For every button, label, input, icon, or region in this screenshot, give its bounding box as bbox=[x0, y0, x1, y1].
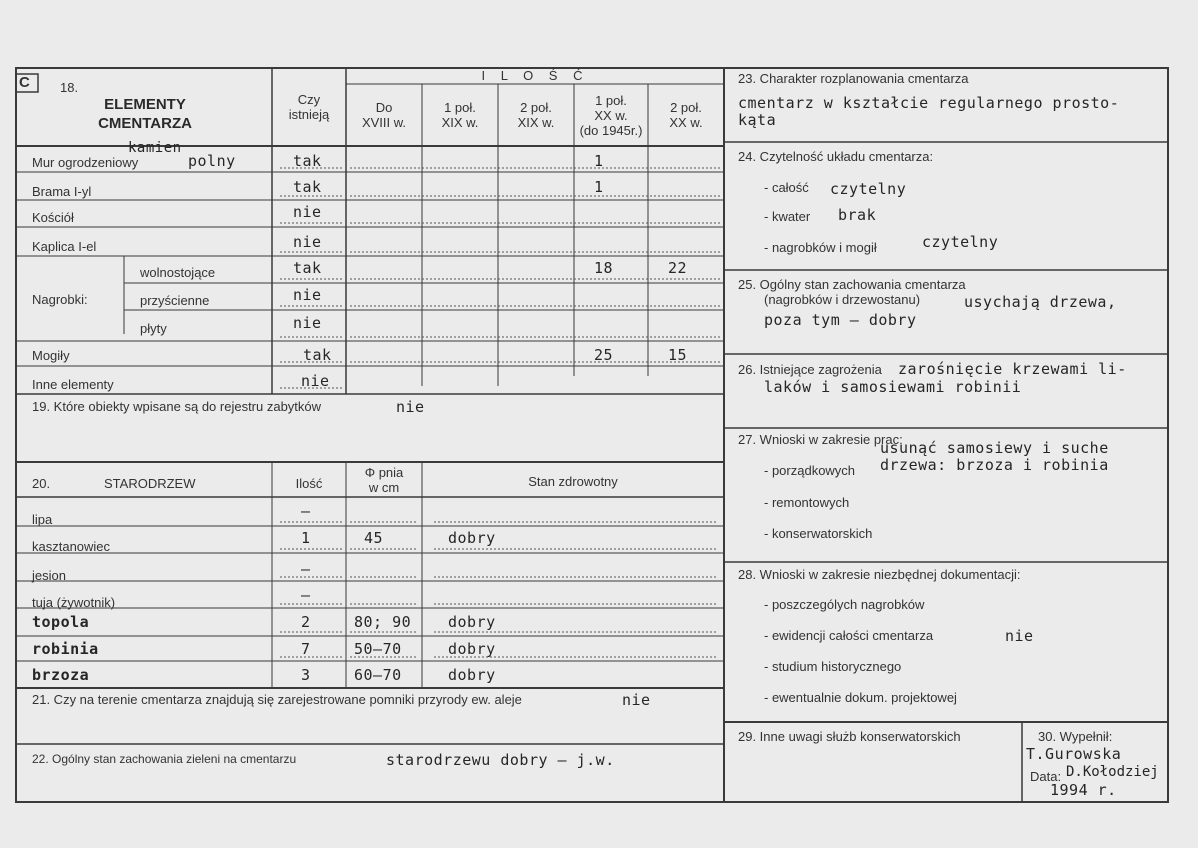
section-26-value-line2: laków i samosiewami robinii bbox=[764, 378, 1022, 396]
section-28-item3: - studium historycznego bbox=[764, 659, 902, 674]
section-30-year: 1994 r. bbox=[1050, 781, 1117, 799]
tree-name: kasztanowiec bbox=[32, 539, 111, 554]
row-plyty-exists: nie bbox=[293, 314, 322, 332]
header-col-19b-line1: 2 poł. bbox=[520, 100, 552, 115]
row-przyscienne-label: przyścienne bbox=[140, 293, 210, 308]
row-wolnostojace-label: wolnostojące bbox=[140, 265, 216, 280]
tree-name: jesion bbox=[32, 568, 66, 583]
section-28-label: 28. Wnioski w zakresie niezbędnej dokumentacji: bbox=[738, 567, 1021, 582]
section-18-title-line2: CMENTARZA bbox=[98, 115, 192, 132]
header-col-19b-line2: XIX w. bbox=[517, 115, 555, 130]
header-col-19a-line2: XIX w. bbox=[441, 115, 479, 130]
tree-name: topola bbox=[32, 613, 90, 631]
row-wolnostojace-20b: 22 bbox=[668, 259, 688, 277]
section-30-name1: T.Gurowska bbox=[1026, 745, 1122, 763]
row-nagrobki-label: Nagrobki: bbox=[32, 292, 88, 307]
tree-health: dobry bbox=[448, 529, 496, 547]
header-col-20b-line1: 2 poł. bbox=[670, 100, 702, 115]
row-mogily-exists: tak bbox=[303, 346, 332, 364]
section-24-whole-label: - całość bbox=[764, 180, 809, 195]
header-tree-health: Stan zdrowotny bbox=[528, 474, 618, 489]
row-brama-20a: 1 bbox=[594, 178, 604, 196]
header-col-18-line2: XVIII w. bbox=[361, 115, 407, 130]
header-col-20a bbox=[574, 93, 648, 138]
section-26-value-line1: zarośnięcie krzewami li- bbox=[898, 360, 1127, 378]
section-23-label: 23. Charakter rozplanowania cmentarza bbox=[738, 71, 969, 86]
row-wolnostojace-20a: 18 bbox=[594, 259, 614, 277]
section-19-value: nie bbox=[396, 398, 425, 416]
header-tree-diam-line1: Φ pnia bbox=[364, 465, 404, 480]
section-26-label: 26. Istniejące zagrożenia bbox=[738, 362, 882, 377]
header-col-19b bbox=[498, 100, 574, 130]
row-mur-label: Mur ogrodzeniowy bbox=[32, 155, 139, 170]
header-col-20a-line1: 1 poł. bbox=[595, 93, 627, 108]
section-18-number: 18. bbox=[60, 80, 79, 95]
section-28-item2-value: nie bbox=[1005, 627, 1034, 645]
row-kosciol-exists: nie bbox=[293, 203, 322, 221]
tree-qty: – bbox=[301, 560, 311, 578]
header-col-18 bbox=[346, 100, 422, 130]
section-18-title-line1: ELEMENTY bbox=[104, 96, 186, 113]
header-col-20b bbox=[648, 100, 724, 130]
row-mur-note2: polny bbox=[188, 152, 236, 170]
tree-name: tuja (żywotnik) bbox=[32, 595, 116, 610]
row-mogily-label: Mogiły bbox=[32, 348, 70, 363]
tree-qty: 2 bbox=[301, 613, 311, 631]
section-24-label: 24. Czytelność układu cmentarza: bbox=[738, 149, 934, 164]
section-28-item4: - ewentualnie dokum. projektowej bbox=[764, 690, 957, 705]
header-tree-qty: Ilość bbox=[295, 476, 323, 491]
tree-name: brzoza bbox=[32, 666, 90, 684]
section-27-value-line1: usunąć samosiewy i suche bbox=[880, 439, 1109, 457]
tree-qty: 1 bbox=[301, 529, 311, 547]
section-27-item1: - porządkowych bbox=[764, 463, 856, 478]
header-col-19a bbox=[422, 100, 498, 130]
section-27-item2: - remontowych bbox=[764, 495, 850, 510]
tree-qty: – bbox=[301, 586, 311, 604]
header-exists-line2: istnieją bbox=[288, 107, 330, 122]
row-mogily-20a: 25 bbox=[594, 346, 614, 364]
section-24-graves-value: czytelny bbox=[922, 233, 999, 251]
section-27-label: 27. Wnioski w zakresie prac: bbox=[738, 432, 903, 447]
row-przyscienne-exists: nie bbox=[293, 286, 322, 304]
row-wolnostojace-exists: tak bbox=[293, 259, 322, 277]
section-20-title: STARODRZEW bbox=[104, 476, 196, 491]
header-exists-line1: Czy bbox=[297, 92, 321, 107]
section-23-value-line1: cmentarz w kształcie regularnego prosto- bbox=[738, 94, 1120, 112]
section-28-item1: - poszczególych nagrobków bbox=[764, 597, 925, 612]
row-mogily-20b: 15 bbox=[668, 346, 688, 364]
section-18-title bbox=[40, 95, 250, 133]
row-inne-exists: nie bbox=[301, 372, 330, 390]
tree-diam: 60–70 bbox=[354, 666, 402, 684]
header-tree-diam-line2: w cm bbox=[368, 480, 400, 495]
section-27-item3: - konserwatorskich bbox=[764, 526, 873, 541]
section-20-number: 20. bbox=[32, 476, 51, 491]
section-30-name2: D.Kołodziej bbox=[1066, 764, 1159, 780]
row-kaplica-label: Kaplica I-el bbox=[32, 239, 97, 254]
section-30-label: 30. Wypełnił: bbox=[1038, 729, 1113, 744]
section-25-label-line1: 25. Ogólny stan zachowania cmentarza bbox=[738, 277, 966, 292]
tree-qty: 7 bbox=[301, 640, 311, 658]
header-col-19a-line1: 1 poł. bbox=[444, 100, 476, 115]
tree-qty: – bbox=[301, 502, 311, 520]
tree-diam: 45 bbox=[364, 529, 384, 547]
tree-name: robinia bbox=[32, 640, 99, 658]
tree-diam: 80; 90 bbox=[354, 613, 412, 631]
header-col-18-line1: Do bbox=[375, 100, 393, 115]
section-25-label-line2: (nagrobków i drzewostanu) bbox=[764, 292, 921, 307]
row-kaplica-exists: nie bbox=[293, 233, 322, 251]
section-25-value-line1: usychają drzewa, bbox=[964, 293, 1117, 311]
section-24-quarters-label: - kwater bbox=[764, 209, 811, 224]
header-col-20a-line3: (do 1945r.) bbox=[579, 123, 643, 138]
row-brama-label: Brama I-yl bbox=[32, 184, 92, 199]
tree-diam: 50–70 bbox=[354, 640, 402, 658]
section-30-date-label: Data: bbox=[1030, 769, 1062, 784]
row-mur-exists: tak bbox=[293, 152, 322, 170]
section-29-label: 29. Inne uwagi służb konserwatorskich bbox=[738, 729, 961, 744]
section-22-label: 22. Ogólny stan zachowania zieleni na cmentarzu bbox=[32, 752, 297, 766]
tree-health: dobry bbox=[448, 640, 496, 658]
tree-health: dobry bbox=[448, 613, 496, 631]
header-exists bbox=[272, 92, 346, 122]
section-24-quarters-value: brak bbox=[838, 206, 877, 224]
section-22-value: starodrzewu dobry – j.w. bbox=[386, 751, 615, 769]
section-23-value-line2: kąta bbox=[738, 111, 777, 129]
header-ilosc: I L O Ś Ć bbox=[481, 68, 589, 83]
section-24-graves-label: - nagrobków i mogił bbox=[764, 240, 877, 255]
tree-qty: 3 bbox=[301, 666, 311, 684]
section-24-whole-value: czytelny bbox=[830, 180, 907, 198]
tree-health: dobry bbox=[448, 666, 496, 684]
section-28-item2: - ewidencji całości cmentarza bbox=[764, 628, 934, 643]
section-21-value: nie bbox=[622, 691, 651, 709]
tree-name: lipa bbox=[32, 512, 53, 527]
header-col-20a-line2: XX w. bbox=[594, 108, 628, 123]
card-letter: C bbox=[19, 74, 30, 91]
header-tree-diam bbox=[346, 465, 422, 495]
row-inne-label: Inne elementy bbox=[32, 377, 114, 392]
row-brama-exists: tak bbox=[293, 178, 322, 196]
section-25-value-line2: poza tym – dobry bbox=[764, 311, 917, 329]
header-col-20b-line2: XX w. bbox=[669, 115, 703, 130]
row-plyty-label: płyty bbox=[140, 321, 167, 336]
section-19-label: 19. Które obiekty wpisane są do rejestru zabytków bbox=[32, 399, 322, 414]
section-27-value-line2: drzewa: brzoza i robinia bbox=[880, 456, 1109, 474]
row-kosciol-label: Kościół bbox=[32, 210, 74, 225]
row-mur-20a: 1 bbox=[594, 152, 604, 170]
section-21-label: 21. Czy na terenie cmentarza znajdują się zarejestrowane pomniki przyrody ew. aleje bbox=[32, 692, 522, 707]
row-mur-note1: kamien bbox=[128, 140, 182, 156]
